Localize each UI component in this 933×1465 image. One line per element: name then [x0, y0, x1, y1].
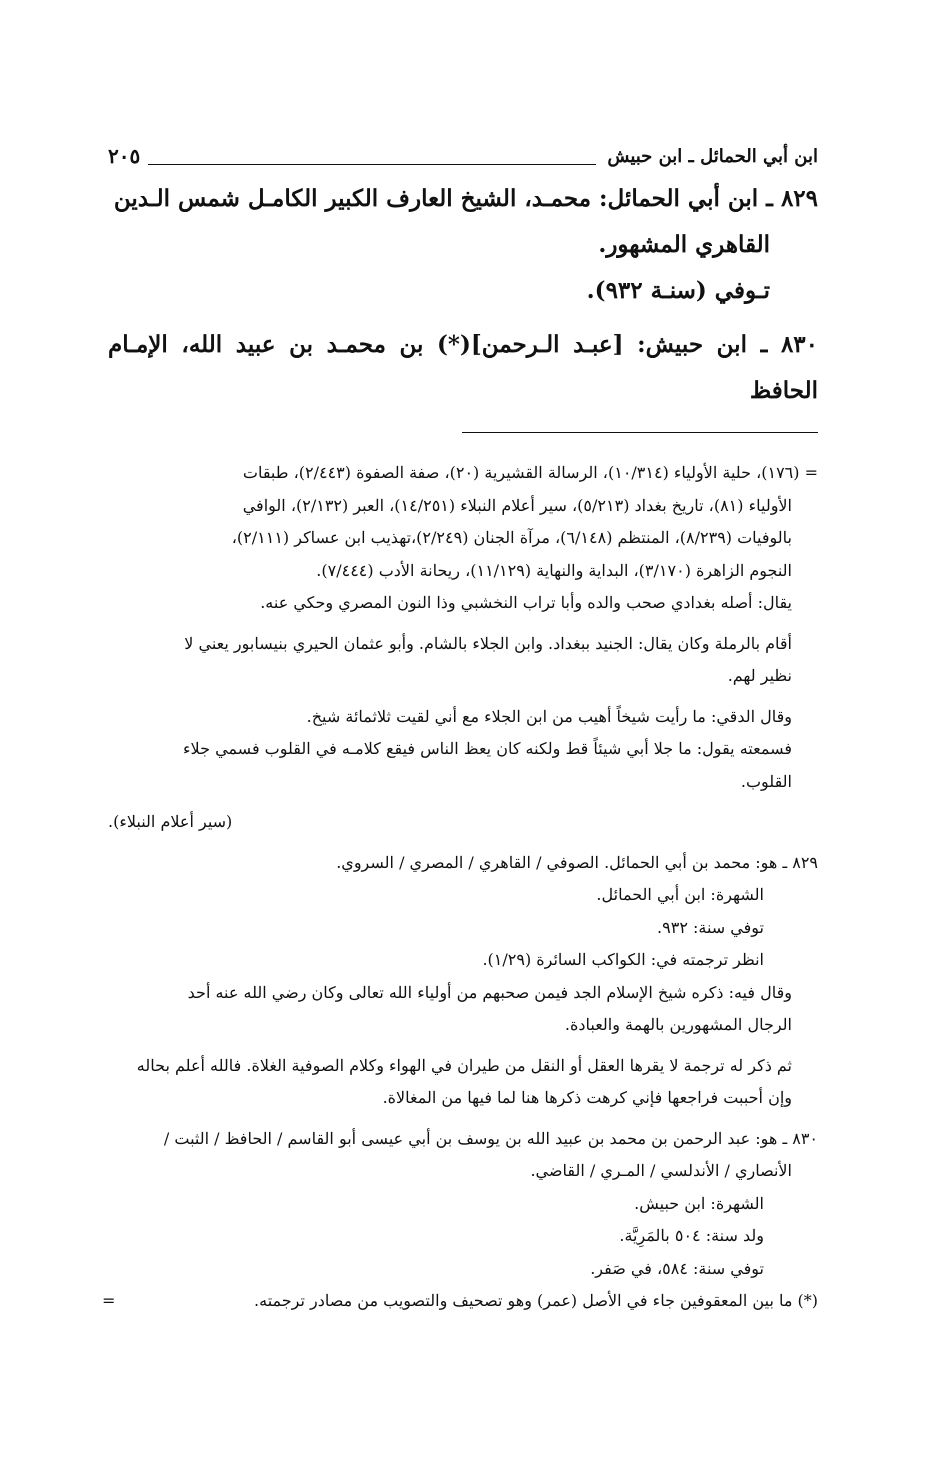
note-830-line: ٨٣٠ ـ هو: عبد الرحمن بن محمد بن عبيد الله بن يوسف بن أبي عيسى أبو القاسم / الحافظ / الثبت / [163, 1128, 818, 1148]
note-830-line: الشهرة: ابن حبيش. [634, 1193, 764, 1213]
quote-line: نظير لهم. [727, 666, 792, 685]
book-page [102, 140, 818, 1318]
page-number: ٢٠٥ [108, 144, 141, 168]
note-829-line: وإن أحببت فراجعها فإني كرهت ذكرها هنا لما فيها من المغالاة. [382, 1088, 792, 1107]
note-830-line: الأنصاري / الأندلسي / المـري / القاضي. [530, 1161, 792, 1180]
note-829-line: توفي سنة: ٩٣٢. [657, 917, 764, 937]
footnote-cont-line: الأولياء (٨١)، تاريخ بغداد (٥/٢١٣)، سير أعلام النبلاء (١٤/٢٥١)، العبر (٢/١٣٢)، الوافي [242, 495, 792, 515]
note-829-line: وقال فيه: ذكره شيخ الإسلام الجد فيمن صحبهم من أولياء الله تعالى وكان رضي الله عنه أحد [187, 982, 792, 1002]
header-title: ابن أبي الحمائل ـ ابن حبيش [607, 146, 818, 167]
note-829-line: انظر ترجمته في: الكواكب السائرة (١/٢٩). [482, 950, 764, 969]
footnote-cont-line: النجوم الزاهرة (٣/١٧٠)، البداية والنهاية (١١/١٢٩)، ريحانة الأدب (٧/٤٤٤). [316, 560, 792, 580]
note-830-line: توفي سنة: ٥٨٤، في صَفر. [590, 1258, 764, 1278]
quote-line: القلوب. [740, 771, 792, 791]
footnote-separator [462, 432, 818, 433]
note-829-line: الرجال المشهورين بالهمة والعبادة. [564, 1015, 792, 1034]
entry-829-line-3: تـوفي (سنـة ٩٣٢). [586, 277, 770, 304]
quote-line: وقال الدقي: ما رأيت شيخاً أهيب من ابن الجلاء مع أني لقيت ثلاثمائة شيخ. [306, 706, 792, 726]
quote-line: أقام بالرملة وكان يقال: الجنيد ببغداد. وابن الجلاء بالشام. وأبو عثمان الحيري بنيسابور يعني لا [184, 633, 792, 653]
continue-mark: = [102, 1291, 116, 1310]
running-header [108, 140, 818, 176]
star-footnote: (*) ما بين المعقوفين جاء في الأصل (عمر) وهو تصحيف والتصويب من مصادر ترجمته. [254, 1291, 818, 1310]
note-830-line: ولد سنة: ٥٠٤ بالمَرِيَّة. [619, 1226, 764, 1245]
main-text [108, 176, 818, 414]
quote-source: (سير أعلام النبلاء). [108, 812, 233, 831]
footnote-cont-line: بالوفيات (٨/٢٣٩)، المنتظم (٦/١٤٨)، مرآة الجنان (٢/٢٤٩)،تهذيب ابن عساكر (٢/١١١)، [231, 528, 792, 547]
quote-line: فسمعته يقول: ما جلا أبي شيئاً قط ولكنه كان يعظ الناس فيقع كلامـه في القلوب فسمي جلاء [183, 739, 792, 758]
entry-830-line-1: ٨٣٠ ـ ابن حبيش: [عبـد الـرحمن](*) بن محمـد بن عبيد الله، الإمـام الحافظ [108, 331, 818, 404]
note-829-line: ثم ذكر له ترجمة لا يقرها العقل أو النقل من طيران في الهواء وكلام الصوفية الغلاة. فالله أعلم بحاله [136, 1055, 792, 1075]
note-829-line: الشهرة: ابن أبي الحمائل. [596, 885, 764, 904]
footnotes [102, 457, 818, 1318]
star-footnote-row [102, 1285, 818, 1318]
quote-line: يقال: أصله بغدادي صحب والده وأبا تراب النخشبي وذا النون المصري وحكي عنه. [260, 593, 792, 612]
entry-829-line-1: ٨٢٩ ـ ابن أبي الحمائل: محمـد، الشيخ العارف الكبير الكامـل شمس الـدين [113, 185, 818, 212]
footnote-cont-line: = (١٧٦)، حلية الأولياء (١٠/٣١٤)، الرسالة القشيرية (٢٠)، صفة الصفوة (٢/٤٤٣)، طبقات [242, 463, 818, 482]
note-829-line: ٨٢٩ ـ هو: محمد بن أبي الحمائل. الصوفي / القاهري / المصري / السروي. [336, 852, 818, 872]
header-rule [148, 164, 596, 165]
entry-829-line-2: القاهري المشهور. [598, 231, 770, 258]
